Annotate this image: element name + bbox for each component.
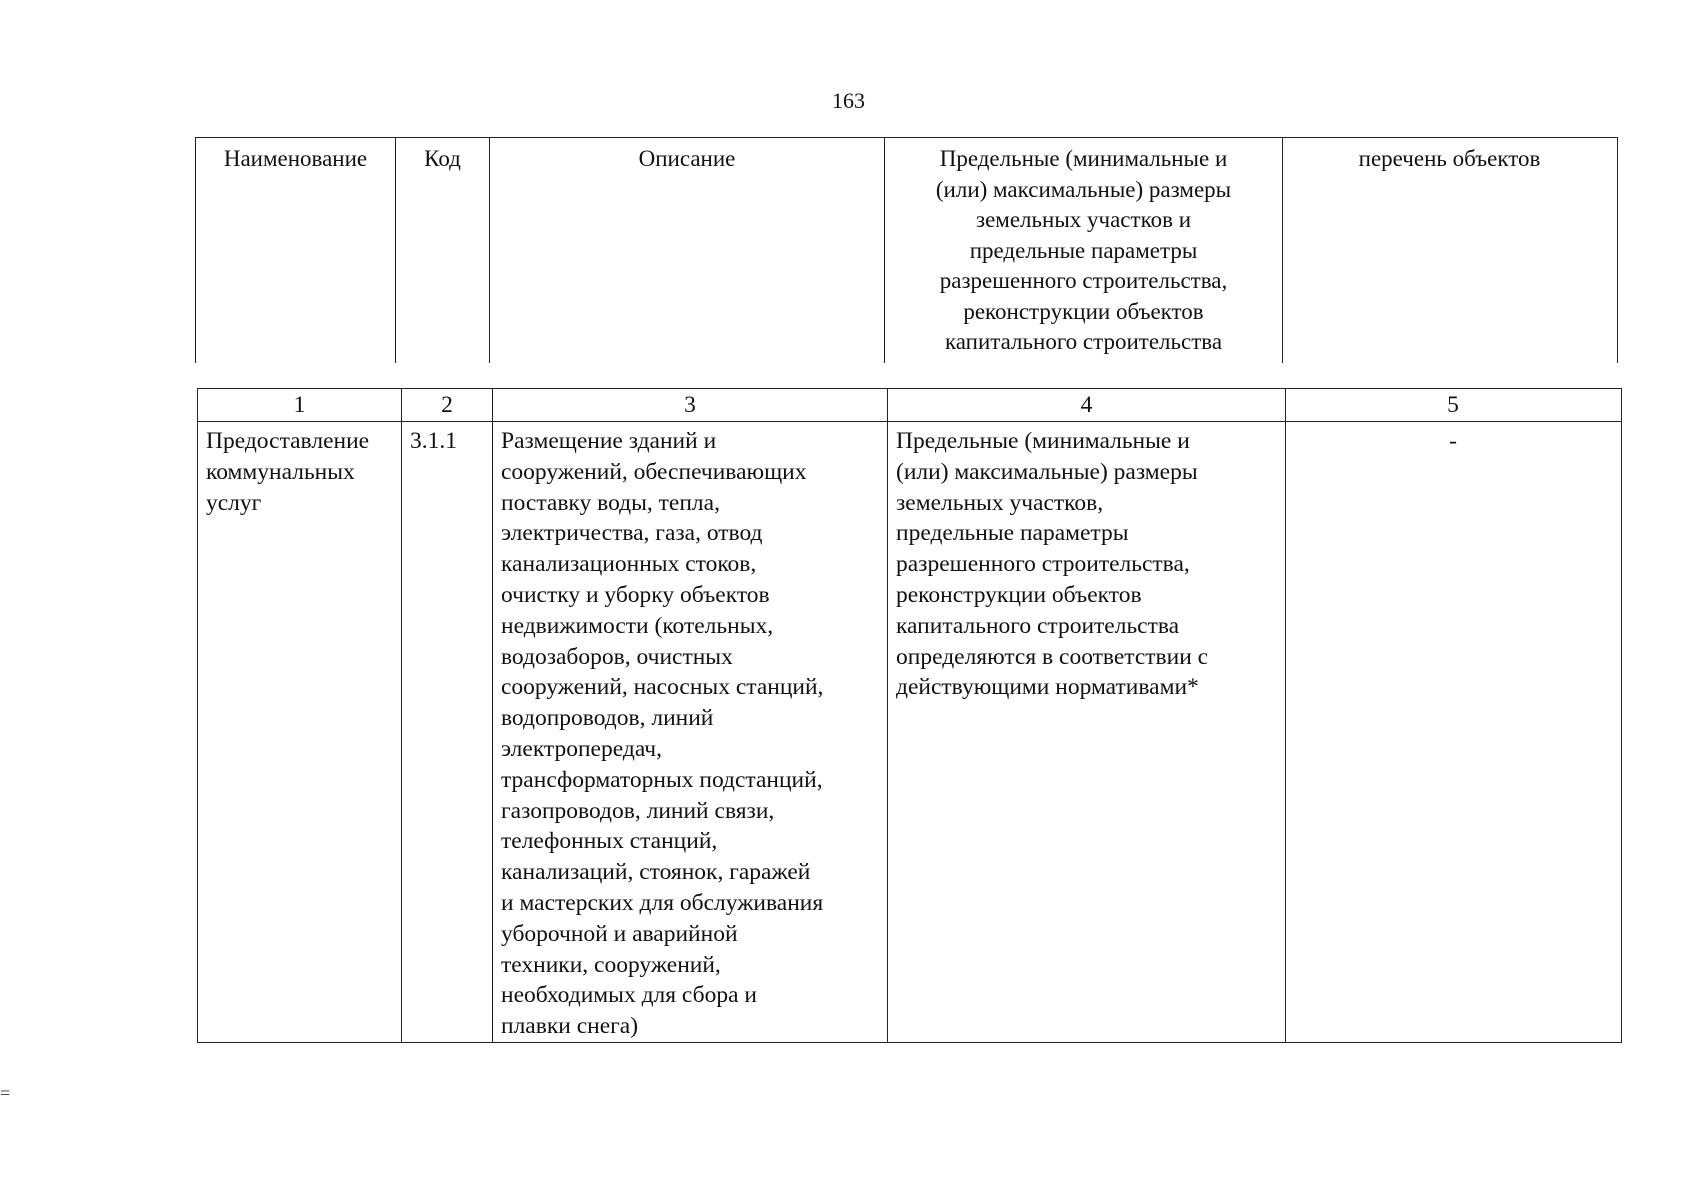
table-row: [198, 422, 1621, 1042]
header-table: [195, 137, 1618, 363]
row-name: Предоставление коммунальных услуг: [198, 422, 402, 1042]
header-limits: Предельные (минимальные и (или) максимальные) размеры земельных участков и предельные параметры разрешенного строительства, реконструкции объектов капитального строительства: [885, 138, 1283, 363]
row-code: 3.1.1: [402, 422, 493, 1042]
column-number: 2: [402, 389, 493, 421]
column-number: 1: [198, 389, 402, 421]
header-description: Описание: [490, 138, 885, 363]
header-name: Наименование: [196, 138, 396, 363]
page-number: 163: [832, 88, 865, 113]
column-number: 5: [1447, 392, 1459, 418]
row-objects: -: [1449, 428, 1457, 454]
margin-mark: =: [0, 1083, 11, 1103]
row-description: Размещение зданий и сооружений, обеспечивающих поставку воды, тепла, электричества, газа, отвод канализационных стоков, очистку и уборку объектов недвижимости (котельных, водозаборов, очистных сооружений, насосных станций, водопроводов, линий электропередач, трансформаторных подстанций, газопроводов, линий связи, телефонных станций, канализаций, стоянок, гаражей и мастерских для обслуживания уборочной и аварийной техники, сооружений, необходимых для сбора и плавки снега): [493, 422, 888, 1042]
column-number: 4: [888, 389, 1286, 421]
header-objects: перечень объектов: [1358, 146, 1541, 171]
column-number: 3: [493, 389, 888, 421]
main-table: [197, 388, 1622, 1043]
header-code: Код: [396, 138, 490, 363]
column-number-row: [198, 389, 1621, 422]
row-limits: Предельные (минимальные и (или) максимальные) размеры земельных участков, предельные параметры разрешенного строительства, реконструкции объектов капитального строительства определяются в соответствии с действующими нормативами*: [888, 422, 1286, 1042]
